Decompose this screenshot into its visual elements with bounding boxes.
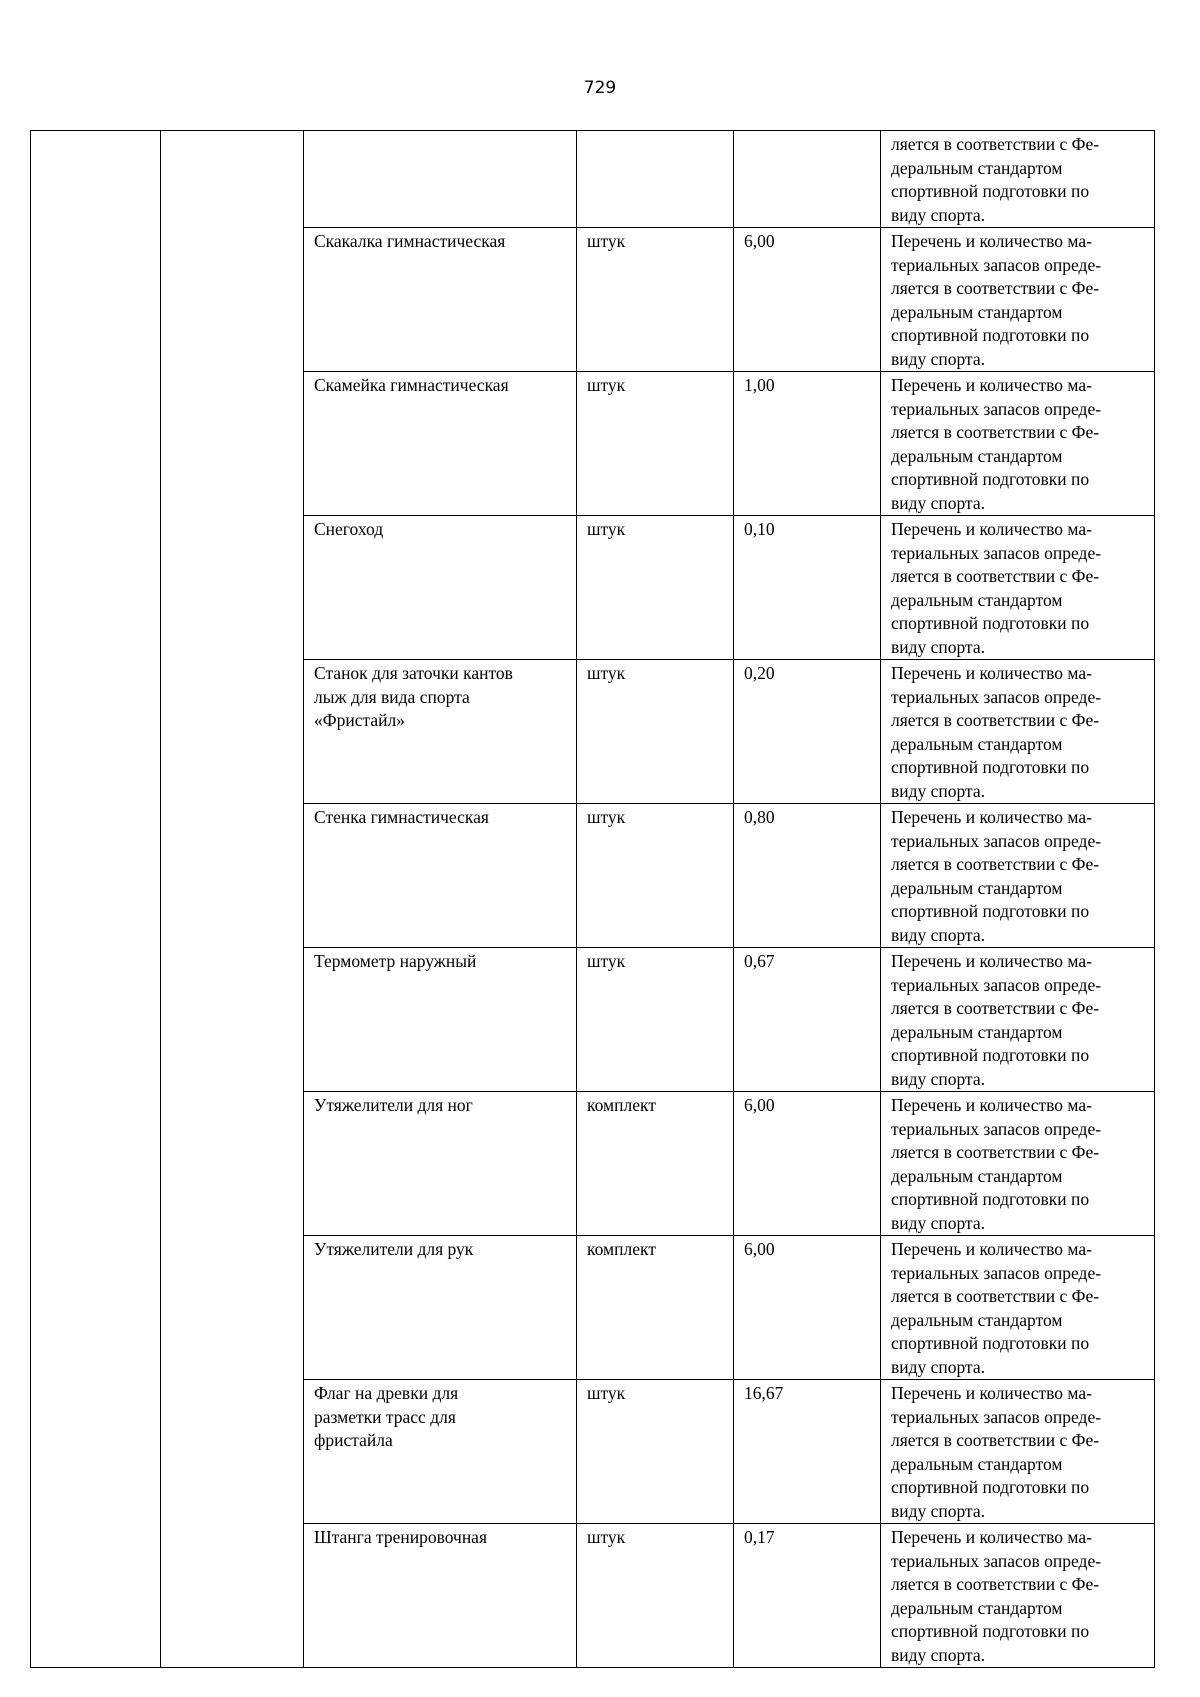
quantity-cell	[734, 804, 881, 948]
note-line: виду спорта.	[891, 1644, 986, 1665]
quantity-cell	[734, 948, 881, 1092]
unit-cell	[577, 948, 734, 1092]
note-line: териальных запасов опреде-	[891, 542, 1102, 563]
note-line: спортивной подготовки по	[891, 469, 1090, 489]
note-line: Перечень и количество ма-	[891, 1527, 1092, 1547]
note-line: спортивной подготовки по	[891, 1621, 1090, 1641]
equipment-table	[30, 130, 1155, 1668]
item-name-cell	[304, 1380, 577, 1524]
item-name-line: Флаг на древки для	[314, 1383, 459, 1403]
unit-text: штук	[587, 663, 626, 683]
note-cell	[881, 1524, 1155, 1668]
quantity-text: 0,80	[744, 807, 775, 827]
quantity-text: 0,20	[744, 663, 775, 683]
note-line: спортивной подготовки по	[891, 901, 1090, 921]
item-name-cell	[304, 948, 577, 1092]
note-line: деральным стандартом	[891, 445, 1063, 466]
note-line: виду спорта.	[891, 1212, 986, 1233]
unit-text: штук	[587, 807, 626, 827]
note-line: спортивной подготовки по	[891, 1477, 1090, 1497]
quantity-text: 6,00	[744, 1239, 775, 1259]
note-line: деральным стандартом	[891, 1597, 1063, 1618]
note-line: ляется в соответствии с Фе-	[891, 134, 1100, 154]
table-row-continuation	[31, 131, 1155, 228]
item-name-cell	[304, 131, 577, 228]
note-line: виду спорта.	[891, 1356, 986, 1377]
quantity-cell	[734, 1236, 881, 1380]
note-line: ляется в соответствии с Фе-	[891, 1574, 1100, 1594]
unit-cell	[577, 804, 734, 948]
unit-cell	[577, 1524, 734, 1668]
unit-text: комплект	[587, 1239, 656, 1259]
note-line: териальных запасов опреде-	[891, 830, 1102, 851]
note-cell	[881, 1092, 1155, 1236]
note-line: спортивной подготовки по	[891, 1333, 1090, 1353]
page-number: 729	[583, 78, 617, 98]
note-cell	[881, 948, 1155, 1092]
unit-text: штук	[587, 231, 626, 251]
item-name-line: Снегоход	[314, 519, 384, 539]
note-cell	[881, 660, 1155, 804]
note-cell	[881, 372, 1155, 516]
item-name-cell	[304, 804, 577, 948]
unit-cell	[577, 1092, 734, 1236]
note-line: деральным стандартом	[891, 1453, 1063, 1474]
quantity-text: 16,67	[744, 1383, 784, 1403]
item-name-line: Станок для заточки кантов	[314, 663, 513, 683]
note-line: деральным стандартом	[891, 589, 1063, 610]
merged-column-1	[31, 131, 161, 1668]
item-name-line: фристайла	[314, 1430, 393, 1450]
note-line: ляется в соответствии с Фе-	[891, 1142, 1100, 1162]
item-name-line: «Фристайл»	[314, 710, 405, 730]
quantity-text: 6,00	[744, 231, 775, 251]
note-line: виду спорта.	[891, 1068, 986, 1089]
quantity-cell	[734, 516, 881, 660]
note-line: териальных запасов опреде-	[891, 1118, 1102, 1139]
item-name-line: разметки трасс для	[314, 1406, 456, 1427]
note-line: деральным стандартом	[891, 157, 1063, 178]
item-name-line: Стенка гимнастическая	[314, 807, 489, 827]
unit-text: штук	[587, 1527, 626, 1547]
note-cell	[881, 1236, 1155, 1380]
note-line: Перечень и количество ма-	[891, 519, 1092, 539]
unit-text: штук	[587, 951, 626, 971]
note-line: Перечень и количество ма-	[891, 375, 1092, 395]
table-body	[31, 131, 1155, 1668]
note-line: ляется в соответствии с Фе-	[891, 998, 1100, 1018]
item-name-line: Термометр наружный	[314, 951, 477, 971]
unit-text: штук	[587, 1383, 626, 1403]
note-line: деральным стандартом	[891, 733, 1063, 754]
quantity-cell	[734, 1380, 881, 1524]
note-line: деральным стандартом	[891, 1021, 1063, 1042]
item-name-cell	[304, 1236, 577, 1380]
note-line: ляется в соответствии с Фе-	[891, 854, 1100, 874]
quantity-text: 0,17	[744, 1527, 775, 1547]
quantity-text: 0,67	[744, 951, 775, 971]
item-name-line: Штанга тренировочная	[314, 1527, 488, 1547]
item-name-cell	[304, 1524, 577, 1668]
note-line: Перечень и количество ма-	[891, 807, 1092, 827]
note-cell	[881, 131, 1155, 228]
unit-cell	[577, 372, 734, 516]
note-line: виду спорта.	[891, 780, 986, 801]
note-line: ляется в соответствии с Фе-	[891, 710, 1100, 730]
note-line: виду спорта.	[891, 348, 986, 369]
note-line: Перечень и количество ма-	[891, 663, 1092, 683]
note-line: Перечень и количество ма-	[891, 1239, 1092, 1259]
note-line: деральным стандартом	[891, 1309, 1063, 1330]
note-line: деральным стандартом	[891, 301, 1063, 322]
note-line: виду спорта.	[891, 1500, 986, 1521]
note-line: ляется в соответствии с Фе-	[891, 422, 1100, 442]
quantity-text: 0,10	[744, 519, 775, 539]
note-cell	[881, 228, 1155, 372]
quantity-cell	[734, 1092, 881, 1236]
note-line: териальных запасов опреде-	[891, 254, 1102, 275]
unit-cell	[577, 516, 734, 660]
item-name-line: Утяжелители для рук	[314, 1239, 474, 1259]
note-line: спортивной подготовки по	[891, 1189, 1090, 1209]
note-cell	[881, 804, 1155, 948]
item-name-cell	[304, 228, 577, 372]
note-line: Перечень и количество ма-	[891, 231, 1092, 251]
unit-cell	[577, 1380, 734, 1524]
note-line: Перечень и количество ма-	[891, 1095, 1092, 1115]
quantity-text: 1,00	[744, 375, 775, 395]
item-name-line: Скакалка гимнастическая	[314, 231, 506, 251]
note-line: ляется в соответствии с Фе-	[891, 1430, 1100, 1450]
unit-cell	[577, 1236, 734, 1380]
quantity-cell	[734, 1524, 881, 1668]
note-line: Перечень и количество ма-	[891, 951, 1092, 971]
note-line: териальных запасов опреде-	[891, 686, 1102, 707]
note-line: виду спорта.	[891, 492, 986, 513]
note-line: виду спорта.	[891, 636, 986, 657]
note-line: териальных запасов опреде-	[891, 974, 1102, 995]
quantity-cell	[734, 131, 881, 228]
item-name-cell	[304, 516, 577, 660]
item-name-cell	[304, 372, 577, 516]
note-line: ляется в соответствии с Фе-	[891, 566, 1100, 586]
note-line: виду спорта.	[891, 204, 986, 225]
note-line: спортивной подготовки по	[891, 1045, 1090, 1065]
quantity-cell	[734, 660, 881, 804]
note-line: деральным стандартом	[891, 877, 1063, 898]
quantity-cell	[734, 372, 881, 516]
quantity-cell	[734, 228, 881, 372]
unit-cell	[577, 131, 734, 228]
note-line: Перечень и количество ма-	[891, 1383, 1092, 1403]
merged-column-2	[161, 131, 304, 1668]
note-line: виду спорта.	[891, 924, 986, 945]
note-line: деральным стандартом	[891, 1165, 1063, 1186]
note-line: териальных запасов опреде-	[891, 398, 1102, 419]
note-cell	[881, 516, 1155, 660]
note-line: ляется в соответствии с Фе-	[891, 1286, 1100, 1306]
note-line: ляется в соответствии с Фе-	[891, 278, 1100, 298]
item-name-line: Скамейка гимнастическая	[314, 375, 509, 395]
note-line: териальных запасов опреде-	[891, 1262, 1102, 1283]
note-line: спортивной подготовки по	[891, 181, 1090, 201]
item-name-line: Утяжелители для ног	[314, 1095, 473, 1115]
unit-text: комплект	[587, 1095, 656, 1115]
unit-text: штук	[587, 519, 626, 539]
note-line: териальных запасов опреде-	[891, 1406, 1102, 1427]
item-name-line: лыж для вида спорта	[314, 686, 470, 707]
note-line: спортивной подготовки по	[891, 613, 1090, 633]
note-line: спортивной подготовки по	[891, 757, 1090, 777]
quantity-text: 6,00	[744, 1095, 775, 1115]
item-name-cell	[304, 1092, 577, 1236]
unit-cell	[577, 660, 734, 804]
note-line: спортивной подготовки по	[891, 325, 1090, 345]
note-line: териальных запасов опреде-	[891, 1550, 1102, 1571]
note-cell	[881, 1380, 1155, 1524]
unit-text: штук	[587, 375, 626, 395]
item-name-cell	[304, 660, 577, 804]
unit-cell	[577, 228, 734, 372]
